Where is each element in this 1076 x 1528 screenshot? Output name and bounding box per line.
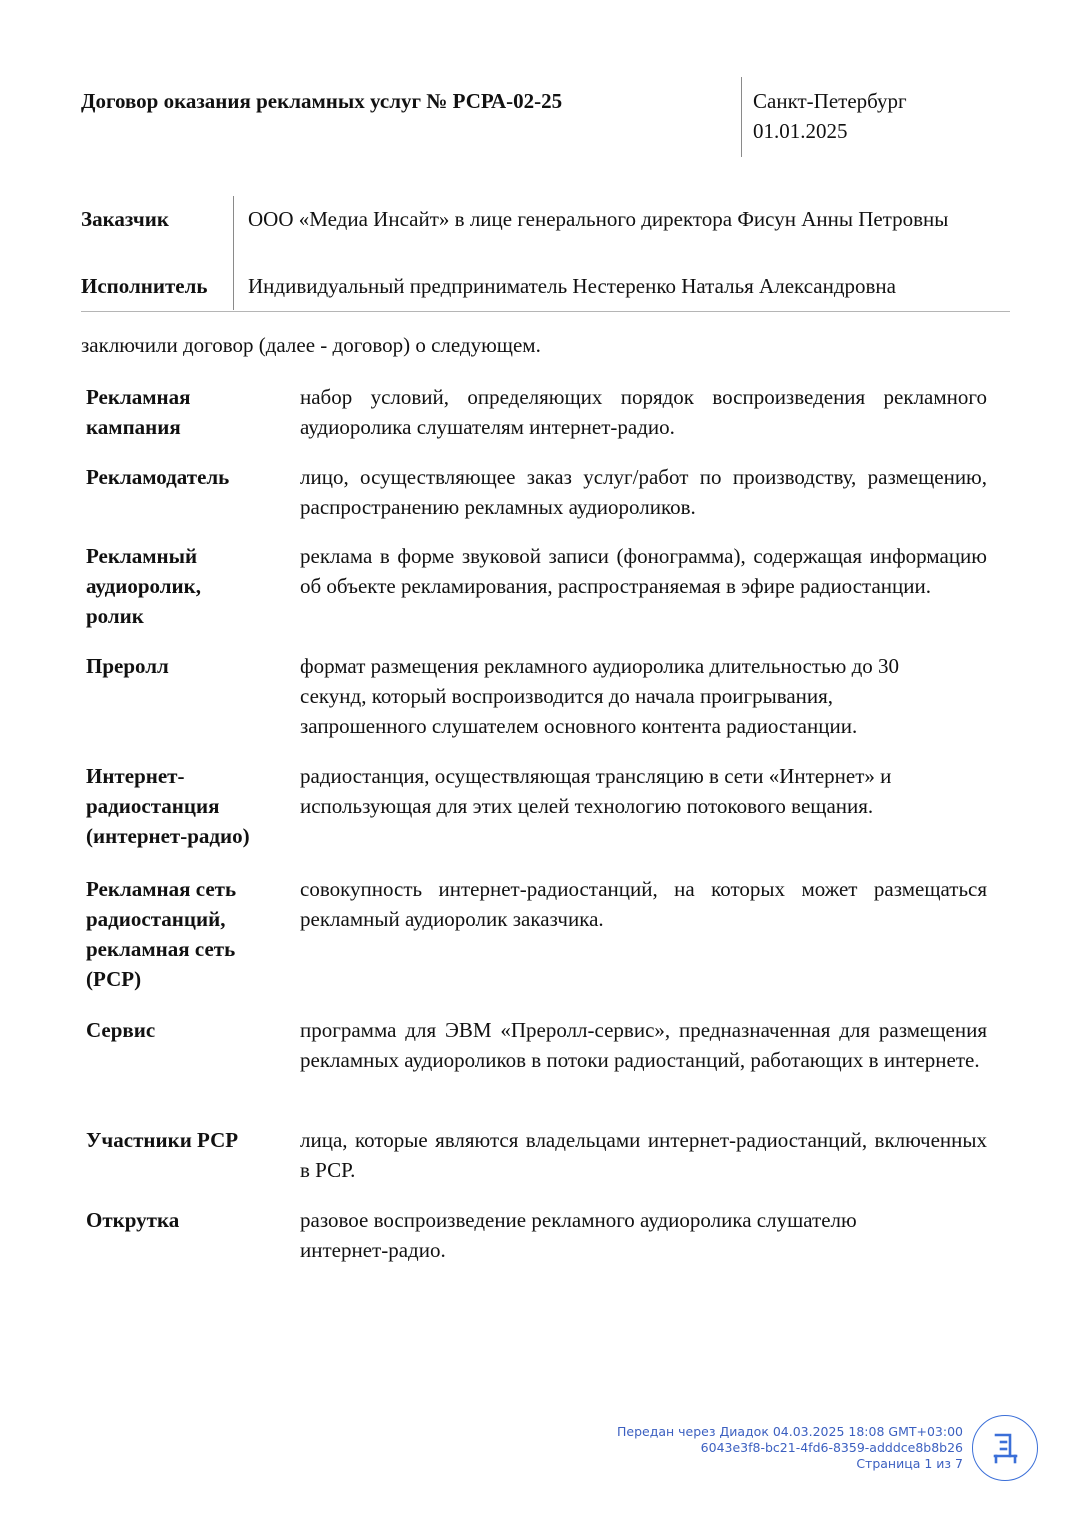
term-line: аудиоролик, bbox=[86, 574, 201, 598]
term-line: радиостанция bbox=[86, 794, 220, 818]
definition-row bbox=[86, 1125, 987, 1205]
definition-term bbox=[86, 382, 300, 462]
term-line: Преролл bbox=[86, 654, 169, 678]
definition-line: формат размещения рекламного аудиоролика длительностью до 30 bbox=[300, 654, 900, 678]
definition-row bbox=[86, 651, 987, 761]
definition-row bbox=[86, 541, 987, 651]
definition-text: набор условий, определяющих порядок воспроизведения рекламного аудиоролика слушателям интернет-радио. bbox=[300, 385, 987, 439]
term-line: (интернет-радио) bbox=[86, 824, 250, 848]
definition-row bbox=[86, 1205, 987, 1275]
term-line: Сервис bbox=[86, 1018, 156, 1042]
term-line: ролик bbox=[86, 604, 144, 628]
term-line: Рекламная bbox=[86, 385, 191, 409]
definition-row bbox=[86, 1015, 987, 1125]
definition-text bbox=[300, 651, 987, 761]
definition-text bbox=[300, 1205, 987, 1275]
party-value: ООО «Медиа Инсайт» в лице генерального директора Фисун Анны Петровны bbox=[248, 207, 949, 231]
party-row-contractor bbox=[81, 271, 1010, 301]
stamp-transfer-line: Передан через Диадок 04.03.2025 18:08 GMT+03:00 bbox=[617, 1424, 963, 1439]
term-line: Рекламный bbox=[86, 544, 198, 568]
definition-row bbox=[86, 382, 987, 462]
party-row-customer bbox=[81, 204, 1010, 234]
contract-city: Санкт-Петербург bbox=[753, 89, 907, 113]
definition-line: использующая для этих целей технологию потокового вещания. bbox=[300, 794, 874, 818]
term-line: Интернет- bbox=[86, 764, 185, 788]
definition-row bbox=[86, 462, 987, 541]
term-line: кампания bbox=[86, 415, 181, 439]
place-date-block bbox=[741, 77, 1011, 157]
definition-term bbox=[86, 1205, 300, 1275]
term-line: Рекламная сеть bbox=[86, 877, 237, 901]
definition-text: совокупность интернет-радиостанций, на которых может размещаться рекламный аудиоролик заказчика. bbox=[300, 877, 987, 931]
definition-row bbox=[86, 761, 987, 874]
term-line: рекламная сеть bbox=[86, 937, 236, 961]
party-value: Индивидуальный предприниматель Нестеренко Наталья Александровна bbox=[248, 274, 896, 298]
definition-term bbox=[86, 462, 300, 541]
diadoc-stamp bbox=[617, 1424, 963, 1472]
term-line: Участники РСР bbox=[86, 1128, 239, 1152]
definition-line: разовое воспроизведение рекламного аудиоролика слушателю bbox=[300, 1208, 857, 1232]
parties-table bbox=[81, 196, 1010, 312]
definition-text: программа для ЭВМ «Преролл-сервис», предназначенная для размещения рекламных аудиороликов в потоки радиостанций, работающих в интернете. bbox=[300, 1018, 987, 1072]
definitions-list bbox=[86, 382, 987, 1275]
term-line: Открутка bbox=[86, 1208, 180, 1232]
definition-text bbox=[300, 761, 987, 874]
term-line: (РСР) bbox=[86, 967, 142, 991]
term-line: Рекламодатель bbox=[86, 465, 230, 489]
definition-line: интернет-радио. bbox=[300, 1238, 446, 1262]
definition-term bbox=[86, 761, 300, 874]
definition-line: радиостанция, осуществляющая трансляцию в сети «Интернет» и bbox=[300, 764, 892, 788]
definition-term bbox=[86, 1125, 300, 1205]
stamp-page-number: Страница 1 из 7 bbox=[856, 1456, 963, 1471]
definition-row bbox=[86, 874, 987, 1015]
party-label: Исполнитель bbox=[81, 274, 208, 298]
definition-term bbox=[86, 651, 300, 761]
definition-text: лица, которые являются владельцами интернет-радиостанций, включенных в РСР. bbox=[300, 1128, 987, 1182]
definition-line: секунд, который воспроизводится до начала проигрывания, bbox=[300, 684, 834, 708]
stamp-document-id: 6043e3f8-bc21-4fd6-8359-adddce8b8b26 bbox=[700, 1440, 963, 1455]
definition-term bbox=[86, 874, 300, 1015]
term-line: радиостанций, bbox=[86, 907, 226, 931]
intro-text: заключили договор (далее - договор) о следующем. bbox=[81, 333, 541, 357]
contract-date: 01.01.2025 bbox=[753, 119, 848, 143]
definition-term bbox=[86, 541, 300, 651]
party-label: Заказчик bbox=[81, 207, 169, 231]
definition-text: лицо, осуществляющее заказ услуг/работ по производству, размещению, распространению рекламных аудиороликов. bbox=[300, 465, 987, 519]
definition-term bbox=[86, 1015, 300, 1125]
definition-line: запрошенного слушателем основного контента радиостанции. bbox=[300, 714, 858, 738]
diadoc-logo-icon bbox=[972, 1415, 1038, 1481]
definition-text: реклама в форме звуковой записи (фонограмма), содержащая информацию об объекте рекламирования, распространяемая в эфире радиостанции. bbox=[300, 544, 987, 598]
contract-title: Договор оказания рекламных услуг № РСРА-02-25 bbox=[81, 89, 563, 113]
